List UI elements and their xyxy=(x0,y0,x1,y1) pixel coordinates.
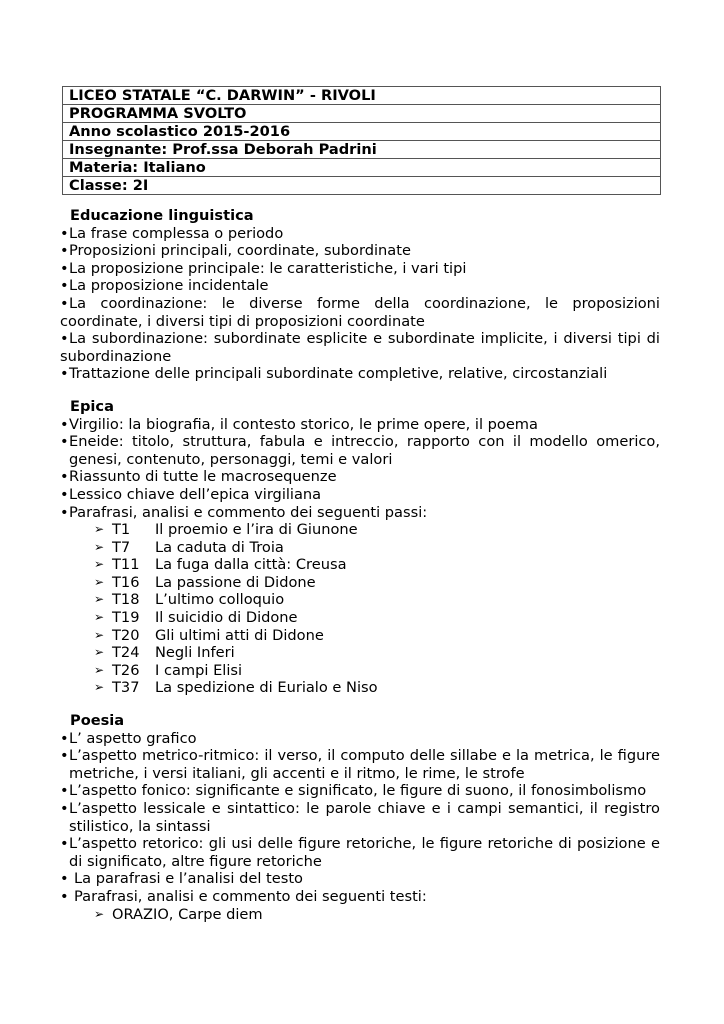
subject: Materia: Italiano xyxy=(63,159,661,177)
teacher: Insegnante: Prof.ssa Deborah Padrini xyxy=(63,141,661,159)
passage-item: ➢ T24 Negli Inferi xyxy=(94,644,235,662)
school-year: Anno scolastico 2015-2016 xyxy=(63,123,661,141)
list-item: • Lessico chiave dell’epica virgiliana xyxy=(60,485,322,503)
list-item: • Trattazione delle principali subordinate completive, relative, circostanziali xyxy=(60,365,608,383)
passage-item: ➢ T26 I campi Elisi xyxy=(94,661,243,679)
school-name: LICEO STATALE “C. DARWIN” - RIVOLI xyxy=(63,87,661,105)
list-item: • La subordinazione: subordinate esplicite e subordinate implicite, i diversi tipi di subordinazione xyxy=(60,330,660,365)
list-item: • Eneide: titolo, struttura, fabula e intreccio, rapporto con il modello omerico, genesi, contenuto, personaggi, temi e valori xyxy=(60,433,660,468)
list-item: • L’ aspetto grafico xyxy=(60,729,197,747)
section-list xyxy=(60,730,660,906)
passage-item: ➢ T18 L’ultimo colloquio xyxy=(94,591,285,609)
passage-item: ➢ T16 La passione di Didone xyxy=(94,573,316,591)
header-table xyxy=(62,86,661,195)
passage-item: ➢ T20 Gli ultimi atti di Didone xyxy=(94,626,324,644)
passage-item: ➢ T11 La fuga dalla città: Creusa xyxy=(94,556,347,574)
arrow-icon: ➢ xyxy=(94,610,105,625)
list-item: • La proposizione incidentale xyxy=(60,277,269,295)
arrow-icon: ➢ xyxy=(94,557,105,572)
arrow-icon: ➢ xyxy=(94,662,105,677)
passage-list xyxy=(60,521,660,697)
section-list xyxy=(60,225,660,383)
arrow-icon: ➢ xyxy=(94,680,105,695)
section-title: Poesia xyxy=(70,712,125,730)
arrow-icon: ➢ xyxy=(94,574,105,589)
arrow-icon: ➢ xyxy=(94,906,105,921)
program-title: PROGRAMMA SVOLTO xyxy=(63,105,661,123)
arrow-icon: ➢ xyxy=(94,627,105,642)
passage-item: ➢ T1 Il proemio e l’ira di Giunone xyxy=(94,521,358,539)
list-item: • Riassunto di tutte le macrosequenze xyxy=(60,468,337,486)
arrow-icon: ➢ xyxy=(94,645,105,660)
arrow-icon: ➢ xyxy=(94,539,105,554)
list-item: • L’aspetto retorico: gli usi delle figure retoriche, le figure retoriche di posizione e di significato, altre figure retoriche xyxy=(60,835,660,870)
list-item: • L’aspetto lessicale e sintattico: le parole chiave e i campi semantici, il registro stilistico, la sintassi xyxy=(60,800,660,835)
passage-item: ➢ T19 Il suicidio di Didone xyxy=(94,609,298,627)
list-item: • La frase complessa o periodo xyxy=(60,224,284,242)
list-item: • Parafrasi, analisi e commento dei seguenti passi: xyxy=(60,503,428,521)
list-item: • La parafrasi e l’analisi del testo xyxy=(60,870,303,888)
list-item: • L’aspetto fonico: significante e significato, le figure di suono, il fonosimbolismo xyxy=(60,782,647,800)
document-body xyxy=(60,86,660,923)
passage-item: ➢ T37 La spedizione di Eurialo e Niso xyxy=(94,679,378,697)
class: Classe: 2I xyxy=(63,177,661,195)
passage-item: ➢ ORAZIO, Carpe diem xyxy=(94,905,263,923)
list-item: • La proposizione principale: le caratteristiche, i vari tipi xyxy=(60,259,467,277)
arrow-icon: ➢ xyxy=(94,522,105,537)
section-title: Epica xyxy=(70,397,114,415)
list-item: • Parafrasi, analisi e commento dei seguenti testi: xyxy=(60,887,427,905)
passage-list xyxy=(60,906,660,924)
list-item: • Proposizioni principali, coordinate, subordinate xyxy=(60,242,411,260)
section-list xyxy=(60,416,660,522)
arrow-icon: ➢ xyxy=(94,592,105,607)
section-title: Educazione linguistica xyxy=(70,207,254,224)
list-item: • L’aspetto metrico-ritmico: il verso, il computo delle sillabe e la metrica, le figure metriche, i versi italiani, gli accenti e il ritmo, le rime, le strofe xyxy=(60,747,660,782)
list-item: • La coordinazione: le diverse forme della coordinazione, le proposizioni coordinate, i diversi tipi di proposizioni coordinate xyxy=(60,294,660,330)
list-item: • Virgilio: la biografia, il contesto storico, le prime opere, il poema xyxy=(60,415,538,433)
passage-item: ➢ T7 La caduta di Troia xyxy=(94,538,284,556)
